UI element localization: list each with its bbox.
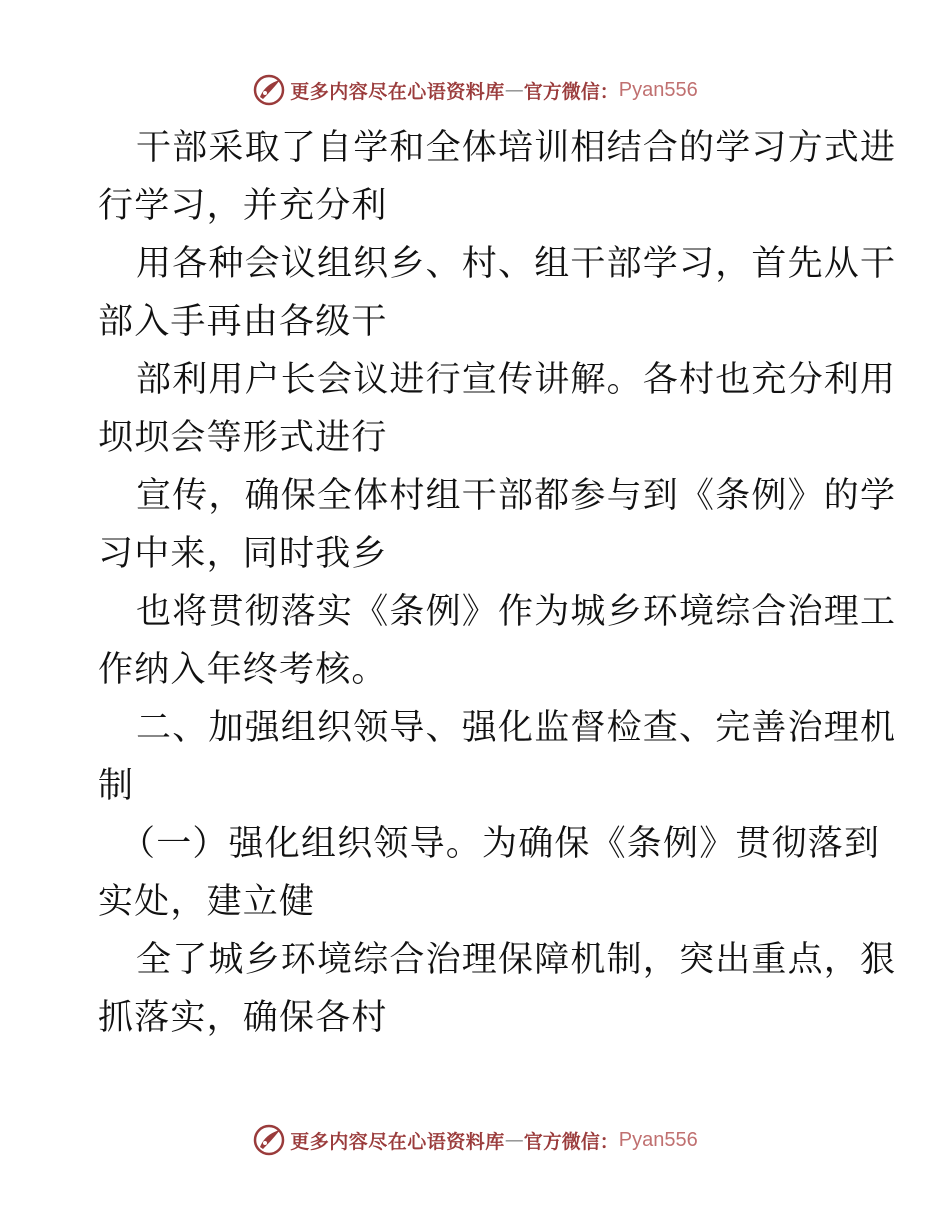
body-line: 坝坝会等形式进行 [98,418,388,458]
body-line: 行学习，并充分利 [98,186,388,226]
body-line: 部入手再由各级干 [98,302,388,342]
body-line: 用各种会议组织乡、村、组干部学习，首先从干 [136,244,897,284]
watermark-text: 更多内容尽在心语资料库 [290,80,505,103]
pen-nib-logo-icon [252,73,286,107]
pen-nib-logo-icon [252,1123,286,1157]
watermark-separator: — [504,79,524,101]
body-line: 实处，建立健 [98,882,316,922]
document-body [98,119,897,1047]
body-line: 全了城乡环境综合治理保障机制，突出重点，狠 [136,940,897,980]
section-heading: 二、加强组织领导、强化监督检查、完善治理机 [136,708,897,748]
watermark-text: 更多内容尽在心语资料库 [290,1130,505,1153]
footer-watermark [0,1120,950,1160]
body-line: 抓落实，确保各村 [98,998,388,1038]
watermark-wechat-label: 官方微信： [523,1130,619,1153]
watermark-wechat-label: 官方微信： [523,80,619,103]
body-line: 部利用户长会议进行宣传讲解。各村也充分利用 [136,360,897,400]
watermark-wechat-id: Pyan556 [618,1128,698,1151]
body-line: 干部采取了自学和全体培训相结合的学习方式进 [136,128,897,168]
watermark-separator: — [504,1129,524,1151]
header-watermark [0,70,950,110]
subsection-line: （一）强化组织领导。为确保《条例》贯彻落到 [120,824,881,864]
body-line: 作纳入年终考核。 [98,650,388,690]
body-line: 也将贯彻落实《条例》作为城乡环境综合治理工 [136,592,897,632]
section-heading-continued: 制 [98,766,135,806]
watermark-wechat-id: Pyan556 [618,78,698,101]
body-line: 宣传，确保全体村组干部都参与到《条例》的学 [136,476,897,516]
body-line: 习中来，同时我乡 [98,534,388,574]
